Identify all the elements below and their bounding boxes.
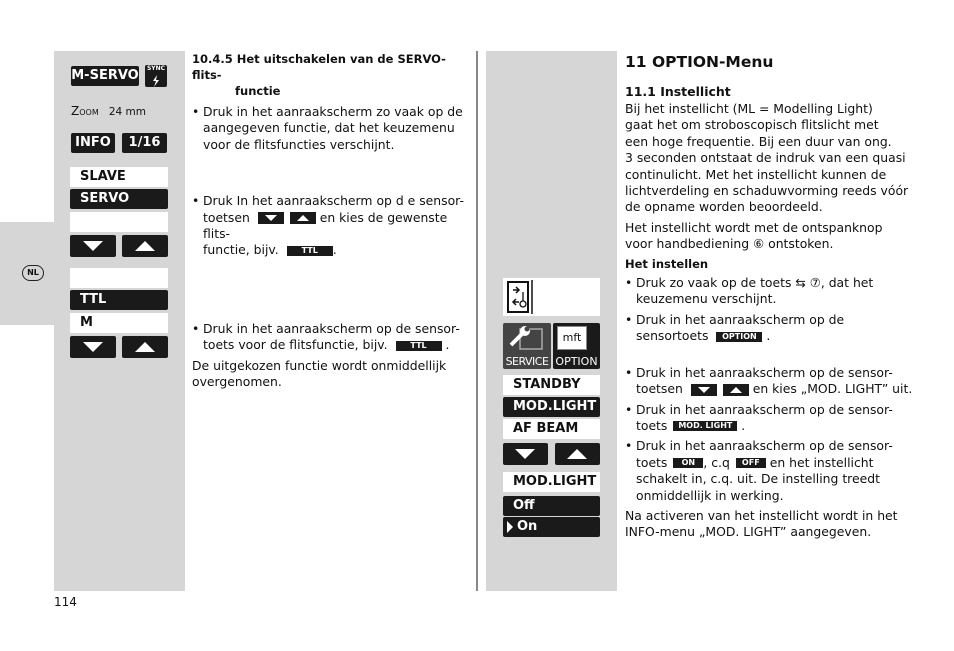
subsection-title: 11.1 Instellicht xyxy=(625,84,731,99)
ratio-label: 1/16 xyxy=(128,135,161,150)
menu-item-standby[interactable]: STANDBY xyxy=(503,375,600,395)
text-span: toets xyxy=(636,454,668,470)
text-span: toets xyxy=(636,417,668,433)
text-line: INFO-menu „MOD. LIGHT” aangegeven. xyxy=(625,524,872,540)
up-arrow-button[interactable] xyxy=(555,443,600,465)
mft-label: mft xyxy=(562,331,582,344)
text-line xyxy=(636,418,915,434)
text-span: toets voor de flitsfunctie, bijv. xyxy=(203,337,388,353)
text-line xyxy=(203,337,472,353)
text-line: De uitgekozen functie wordt onmiddellijk xyxy=(192,357,447,373)
up-arrow-icon xyxy=(122,235,168,257)
flash-head-display xyxy=(503,278,600,316)
text-span: toetsen xyxy=(203,209,250,225)
menu-item-ttl[interactable]: TTL xyxy=(70,290,168,310)
step-1 xyxy=(192,104,472,153)
paragraph-1 xyxy=(625,101,915,216)
menu-item-slave[interactable]: SLAVE xyxy=(70,167,168,187)
menu-item-on-label: On xyxy=(517,519,538,534)
text-line xyxy=(203,242,472,258)
info-label: INFO xyxy=(75,135,111,150)
mode-chip xyxy=(71,66,139,86)
text-span: . xyxy=(741,417,746,433)
down-arrow-button[interactable] xyxy=(503,443,548,465)
text-line: • Druk in het aanraakscherm op de sensor- xyxy=(636,401,893,417)
text-line: • Druk in het aanraakscherm op de sensor- xyxy=(636,364,893,380)
result-paragraph xyxy=(192,358,472,391)
text-line: • Druk in het aanraakscherm op de xyxy=(636,311,845,327)
text-line: overgenomen. xyxy=(192,374,282,390)
bullet-1 xyxy=(625,275,915,308)
bullet-3 xyxy=(625,365,915,398)
text-span: . xyxy=(332,242,337,258)
text-line: • Druk in het aanraakscherm zo vaak op de xyxy=(203,104,463,119)
text-line: continulicht. Met het instellicht kunnen de xyxy=(625,166,887,182)
selection-arrow-icon xyxy=(506,520,514,534)
text-line: een hoge frequentie. Bij een duur van ong. xyxy=(625,133,892,149)
heading-line: 10.4.5 Het uitschakelen van de SERVO-flits- xyxy=(192,52,446,82)
flash-head-icon xyxy=(505,280,535,314)
text-line: keuzemenu verschijnt. xyxy=(636,291,777,307)
zoom-readout xyxy=(71,100,181,120)
text-span: functie, bijv. xyxy=(203,242,279,258)
ttl-chip: TTL xyxy=(396,341,442,351)
option-chip: OPTION xyxy=(716,332,762,342)
zoom-value: 24 mm xyxy=(108,106,146,118)
bullet-2 xyxy=(625,312,915,345)
wrench-icon xyxy=(503,323,551,353)
down-arrow-icon xyxy=(691,384,717,396)
sync-chip xyxy=(145,65,167,87)
down-arrow-button[interactable] xyxy=(70,235,116,257)
text-line: • Druk in het aanraakscherm op de sensor- xyxy=(636,438,893,454)
menu-item-servo[interactable]: SERVO xyxy=(70,189,168,209)
menu-item-m[interactable]: M xyxy=(70,313,168,333)
down-arrow-icon xyxy=(503,443,548,465)
text-line xyxy=(203,210,472,243)
up-arrow-icon xyxy=(122,336,168,358)
menu-item-off[interactable]: Off xyxy=(503,496,600,516)
zoom-label: Zoom xyxy=(71,104,99,118)
menu-item-on[interactable] xyxy=(503,517,600,537)
submenu-title: MOD.LIGHT xyxy=(503,472,600,492)
text-line xyxy=(636,455,915,471)
page-number: 114 xyxy=(54,595,77,609)
text-span: . xyxy=(766,328,771,344)
text-span: en het instellicht xyxy=(769,454,874,470)
text-line: schakelt in, c.q. uit. De instelling treedt xyxy=(636,471,880,487)
down-arrow-icon xyxy=(70,336,116,358)
language-badge xyxy=(22,265,44,281)
section-11 xyxy=(625,51,915,541)
text-line: Het instellicht wordt met de ontspanknop xyxy=(625,219,883,235)
menu-empty-row xyxy=(70,268,168,288)
text-line: • Druk in het aanraakscherm op de sensor- xyxy=(203,320,460,336)
up-arrow-button[interactable] xyxy=(122,336,168,358)
down-arrow-icon xyxy=(70,235,116,257)
procedure-heading: Het instellen xyxy=(625,256,709,271)
bullet-5 xyxy=(625,438,915,504)
text-line: 3 seconden ontstaat de indruk van een quasi xyxy=(625,150,906,166)
service-label: SERVICE xyxy=(505,355,549,368)
step-3 xyxy=(192,321,472,354)
text-line: gaat het om stroboscopisch flitslicht met xyxy=(625,117,879,133)
menu-item-mod-light[interactable]: MOD.LIGHT xyxy=(503,397,600,417)
lightning-icon xyxy=(145,74,167,88)
up-arrow-icon xyxy=(555,443,600,465)
text-line: Bij het instellicht (ML = Modelling Light) xyxy=(625,101,873,116)
text-span: sensortoets xyxy=(636,328,709,344)
ttl-chip: TTL xyxy=(287,246,333,256)
text-span: en kies de gewenste flits- xyxy=(203,209,448,242)
section-heading xyxy=(192,51,472,99)
text-line: aangegeven functie, dat het keuzemenu xyxy=(203,120,455,136)
sync-label: SYNC xyxy=(146,65,166,72)
down-arrow-button[interactable] xyxy=(70,336,116,358)
section-1045 xyxy=(192,51,472,390)
text-line: voor handbediening ⑥ ontstoken. xyxy=(625,236,834,252)
up-arrow-button[interactable] xyxy=(122,235,168,257)
text-line: voor de flitsfuncties verschijnt. xyxy=(203,136,395,152)
text-line xyxy=(636,381,915,397)
text-line: onmiddellijk in werking. xyxy=(636,487,784,503)
text-line: Na activeren van het instellicht wordt in het xyxy=(625,507,898,523)
text-span: . xyxy=(445,337,450,353)
option-label: OPTION xyxy=(555,355,598,368)
language-badge-label: NL xyxy=(27,268,39,277)
paragraph-2 xyxy=(625,220,915,253)
text-line: • Druk In het aanraakscherm op d e sensor- xyxy=(203,193,464,209)
text-span: en kies „MOD. LIGHT” uit. xyxy=(752,381,913,397)
menu-empty-row xyxy=(70,212,168,232)
text-span: , c.q xyxy=(703,454,730,470)
text-line: de opname worden beoordeeld. xyxy=(625,199,823,215)
paragraph-4 xyxy=(625,508,915,541)
ratio-chip xyxy=(122,133,167,153)
service-button[interactable] xyxy=(503,323,551,369)
mod-light-chip: MOD. LIGHT xyxy=(673,421,737,431)
text-line: lichtverdeling en schaduwvorming reeds vóór xyxy=(625,183,909,199)
text-line: • Druk zo vaak op de toets ⇆ ⑦, dat het xyxy=(636,275,874,291)
on-chip: ON xyxy=(673,458,703,468)
bullet-4 xyxy=(625,402,915,435)
step-2 xyxy=(192,193,472,259)
off-chip: OFF xyxy=(736,458,766,468)
down-arrow-icon xyxy=(258,212,284,224)
info-chip xyxy=(71,133,115,153)
heading-line: functie xyxy=(235,84,281,98)
page-title: 11 OPTION-Menu xyxy=(625,53,774,71)
text-span: toetsen xyxy=(636,381,683,397)
column-divider xyxy=(476,51,478,591)
mft-icon xyxy=(557,326,587,350)
up-arrow-icon xyxy=(723,384,749,396)
option-button[interactable] xyxy=(553,323,600,369)
text-line xyxy=(636,328,915,344)
mode-label: M-SERVO xyxy=(71,68,139,83)
up-arrow-icon xyxy=(290,212,316,224)
menu-item-af-beam[interactable]: AF BEAM xyxy=(503,419,600,439)
